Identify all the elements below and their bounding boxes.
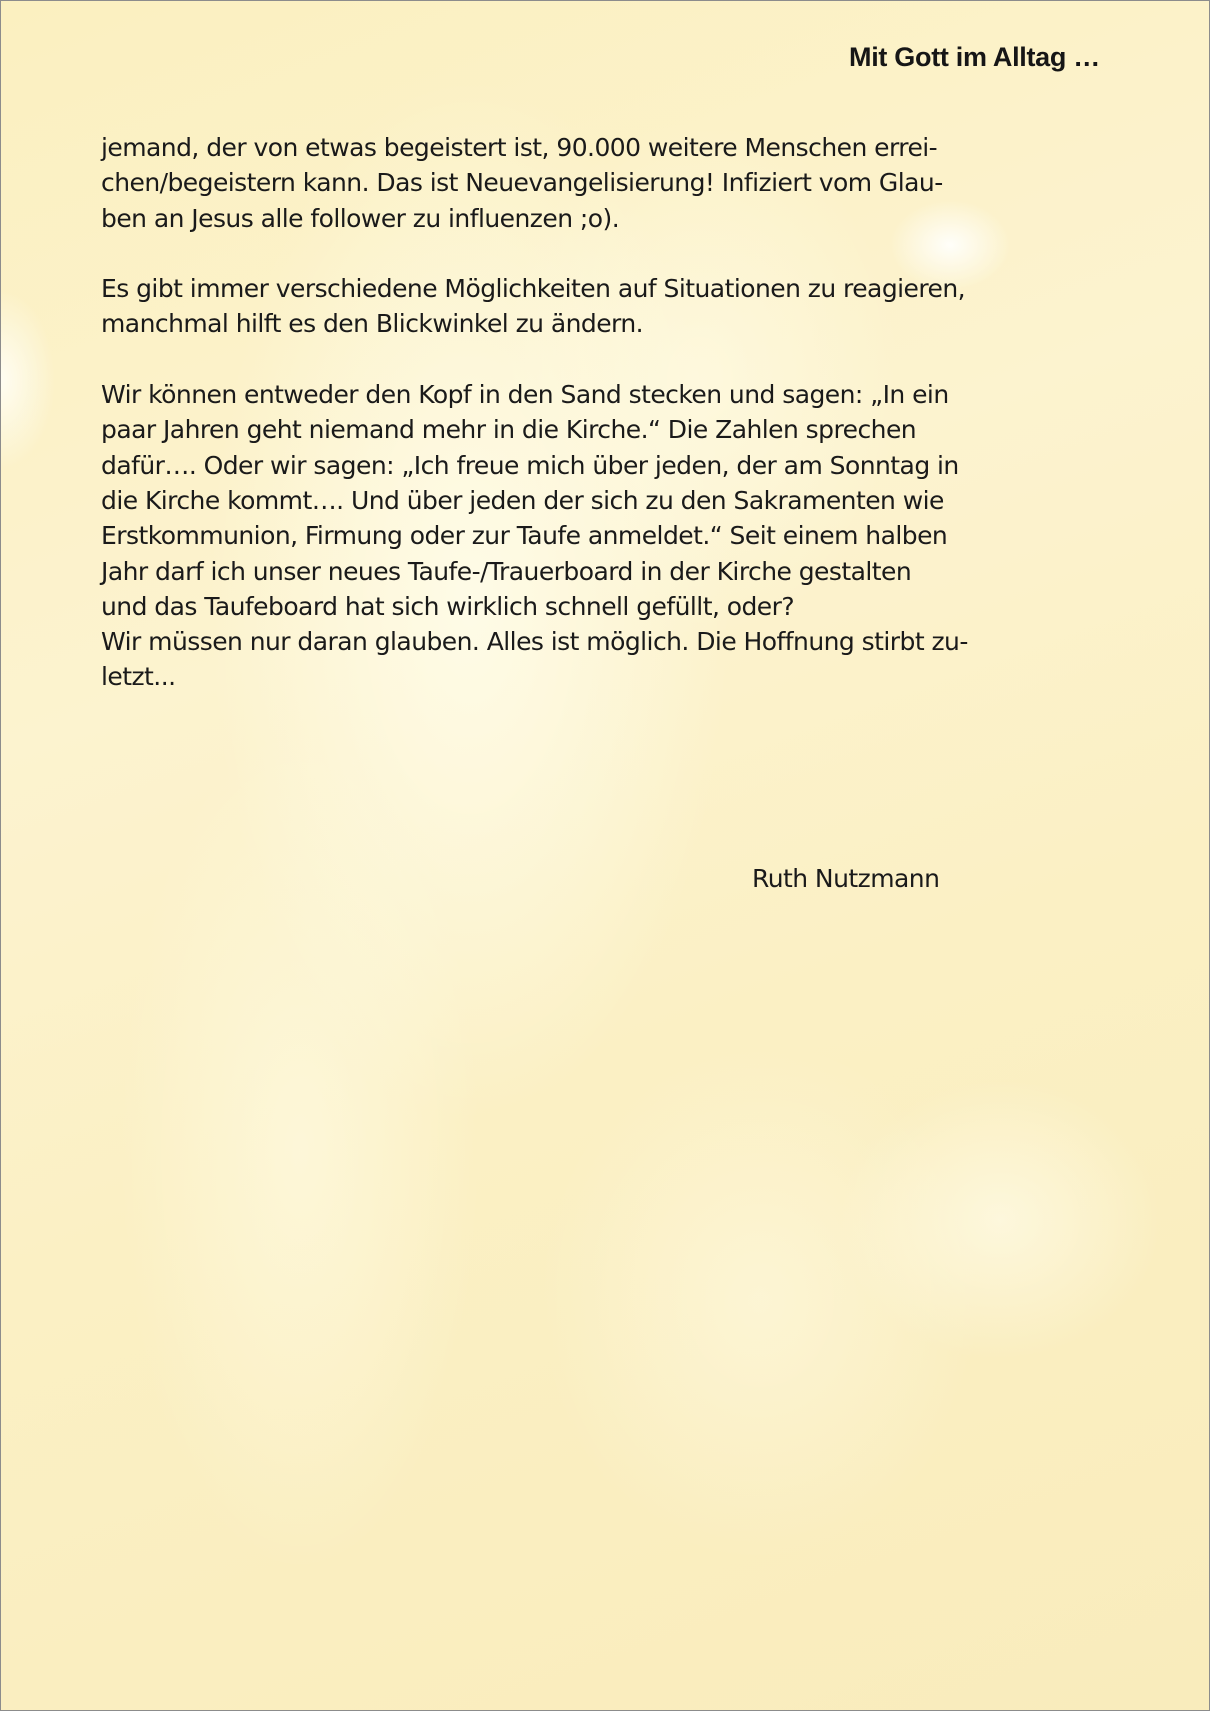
paragraph-1: [101, 130, 1111, 236]
text-line: jemand, der von etwas begeistert ist, 90.000 weitere Menschen errei-: [101, 133, 938, 162]
text-line: letzt...: [101, 662, 176, 692]
paragraph-3: [101, 377, 1111, 695]
text-line: chen/begeistern kann. Das ist Neuevangelisierung! Infiziert vom Glau-: [101, 168, 943, 198]
text-line: und das Taufeboard hat sich wirklich schnell gefüllt, oder?: [101, 591, 795, 621]
text-line: manchmal hilft es den Blickwinkel zu ändern.: [101, 309, 644, 339]
text-line: die Kirche kommt…. Und über jeden der sich zu den Sakramenten wie: [101, 485, 944, 515]
text-line: Erstkommunion, Firmung oder zur Taufe anmeldet.“ Seit einem halben: [101, 521, 948, 551]
paragraph-spacer: [101, 342, 1111, 377]
text-line: paar Jahren geht niemand mehr in die Kirche.“ Die Zahlen sprechen: [101, 415, 917, 445]
text-line: Wir können entweder den Kopf in den Sand stecken und sagen: „In ein: [101, 380, 949, 410]
author-signature: Ruth Nutzmann: [752, 864, 940, 893]
text-line: dafür…. Oder wir sagen: „Ich freue mich über jeden, der am Sonntag in: [101, 450, 959, 480]
text-line: ben an Jesus alle follower zu influenzen ;o).: [101, 203, 620, 233]
paragraph-spacer: [101, 236, 1111, 271]
article-body: [101, 130, 1111, 695]
text-line: Wir müssen nur daran glauben. Alles ist möglich. Die Hoffnung stirbt zu-: [101, 627, 968, 657]
text-line: Es gibt immer verschiedene Möglichkeiten auf Situationen zu reagieren,: [101, 274, 966, 304]
text-line: Jahr darf ich unser neues Taufe-/Trauerboard in der Kirche gestalten: [101, 556, 912, 586]
page-header-title: Mit Gott im Alltag …: [849, 42, 1100, 72]
paragraph-2: [101, 271, 1111, 342]
